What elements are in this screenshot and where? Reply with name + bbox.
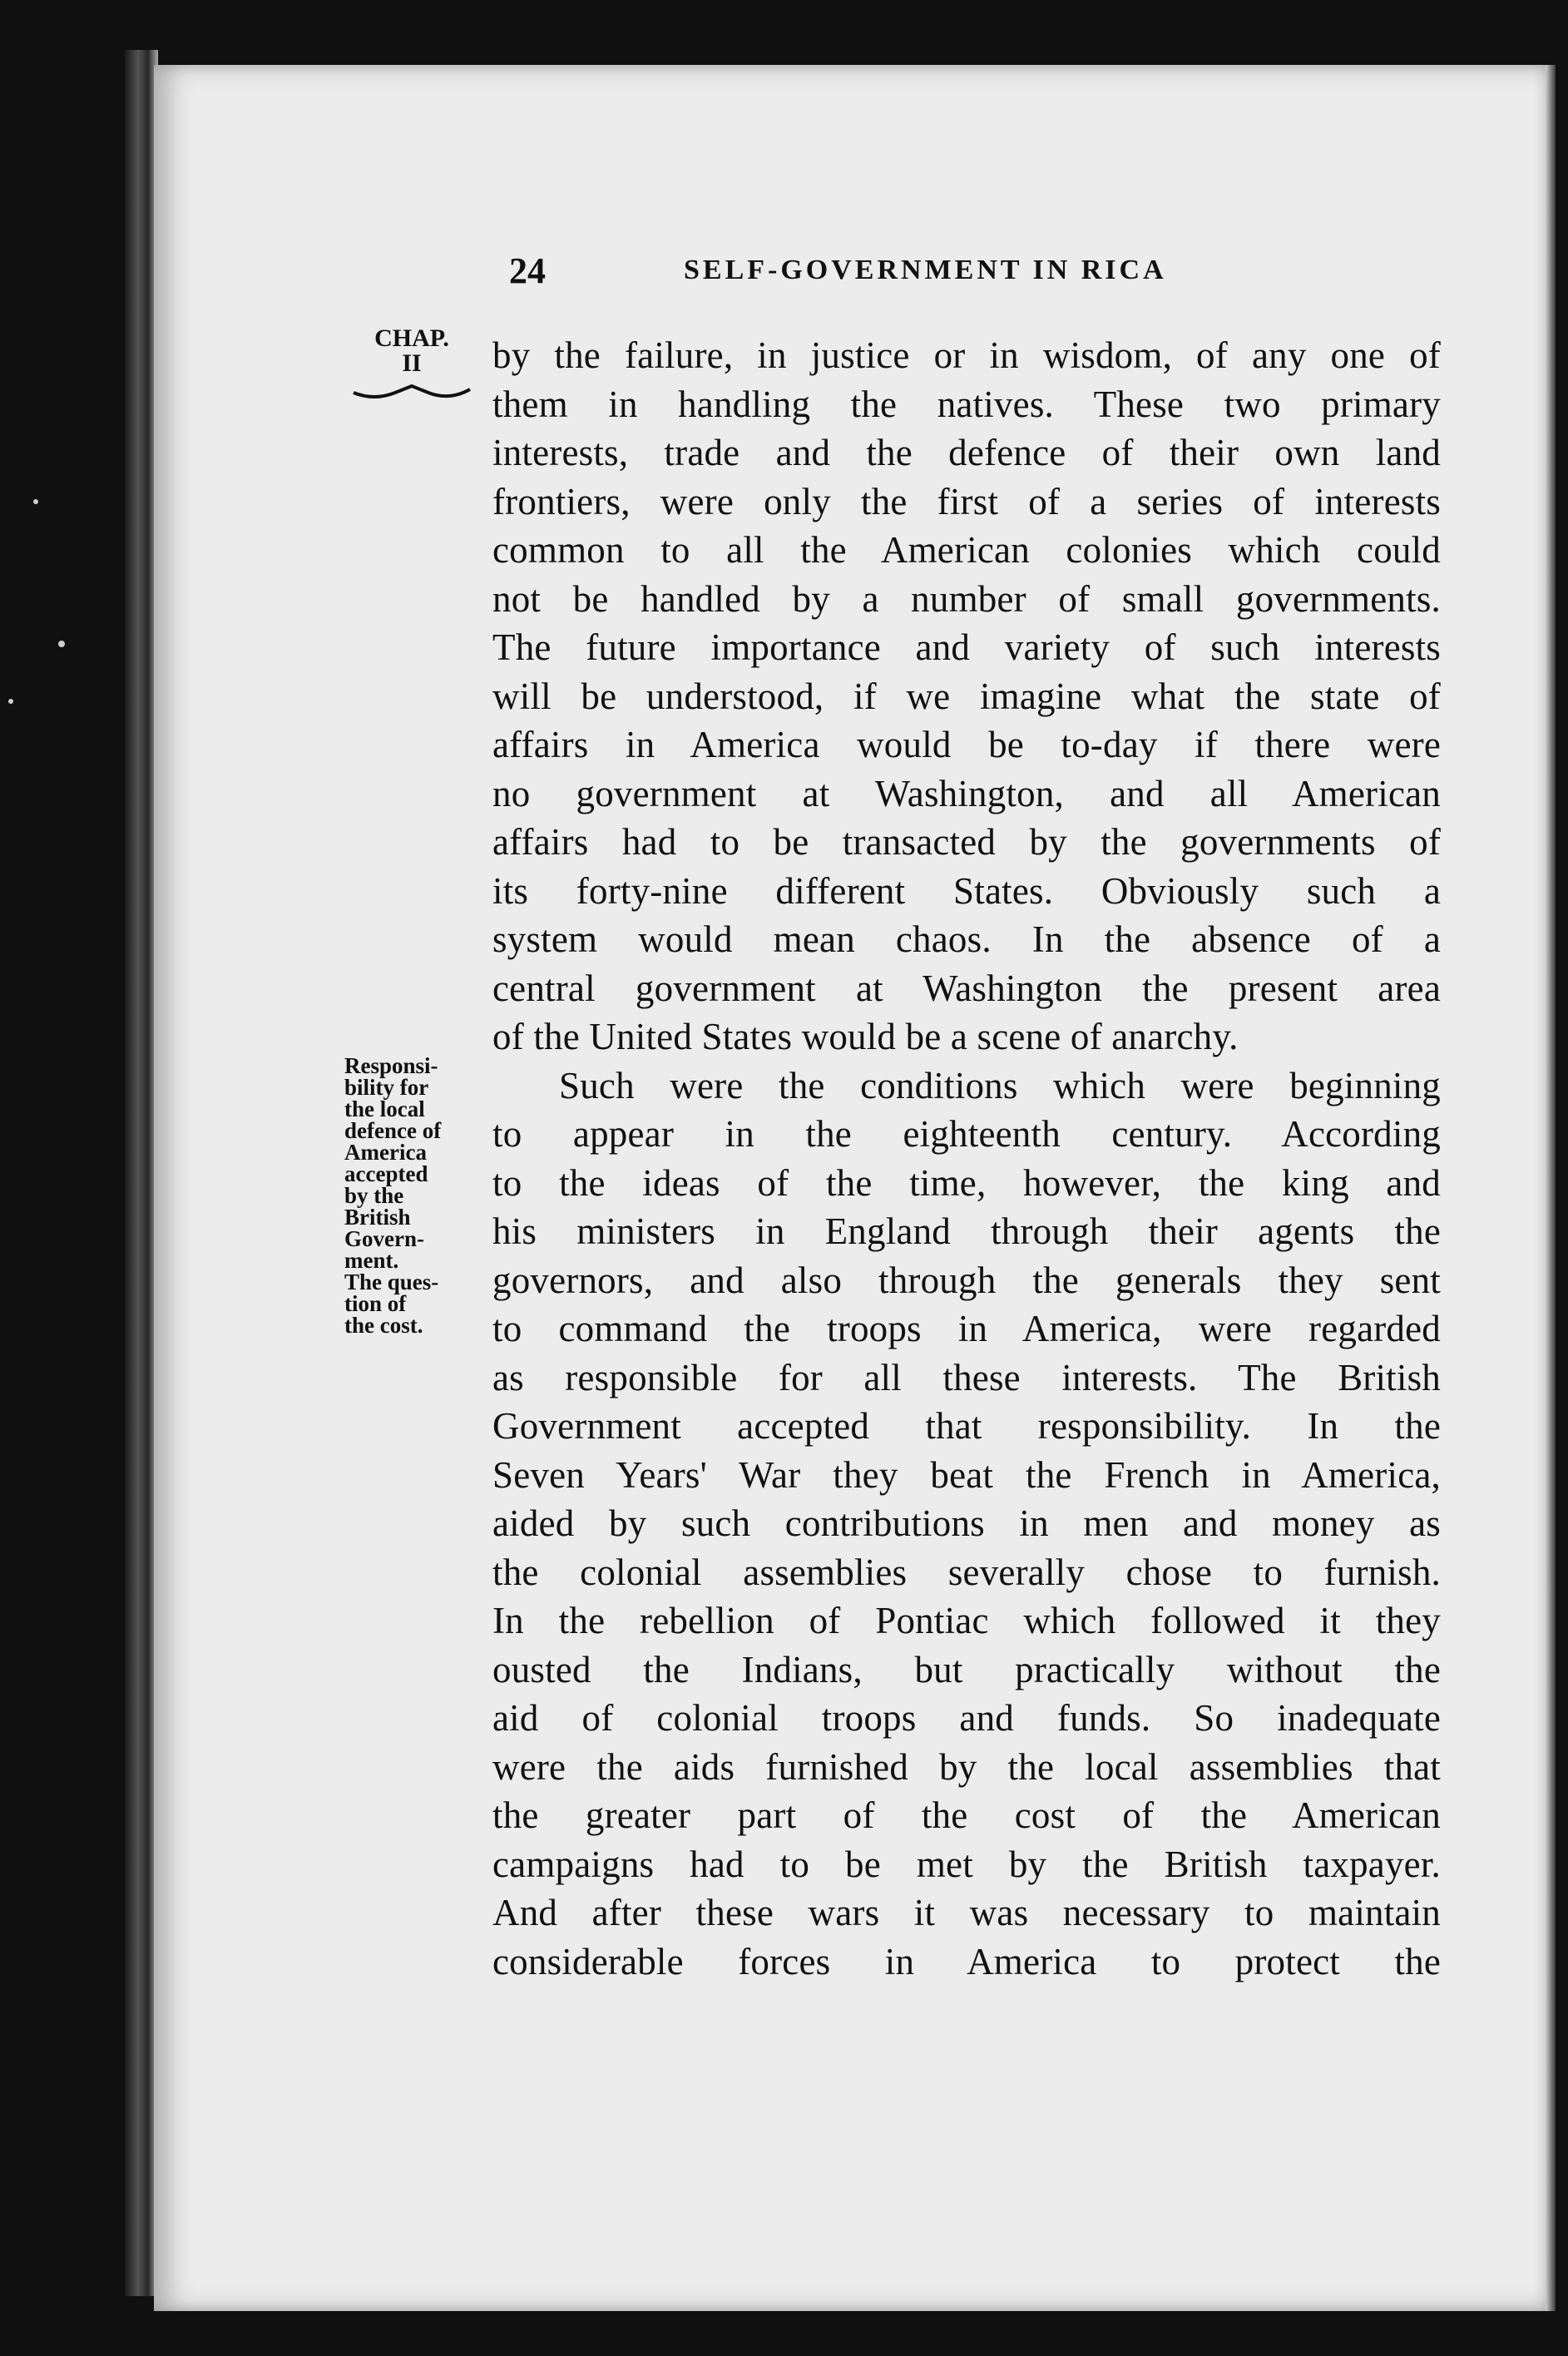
sidenote-line: Govern- bbox=[344, 1226, 424, 1251]
text-line: interests, trade and the defence of their own land bbox=[492, 432, 1441, 473]
chapter-number: II bbox=[402, 349, 422, 377]
page-right-edge bbox=[1546, 65, 1556, 2311]
sidenote-line: the cost. bbox=[344, 1313, 423, 1338]
text-line: ousted the Indians, but practically without the bbox=[492, 1648, 1441, 1690]
sidenote-line: ment. bbox=[344, 1248, 399, 1273]
sidenote-line: America bbox=[344, 1140, 427, 1165]
sidenote-line: the local bbox=[344, 1096, 425, 1121]
text-line: aid of colonial troops and funds. So inadequate bbox=[492, 1697, 1441, 1739]
scan-speck bbox=[8, 699, 13, 704]
sidenote-line: accepted bbox=[344, 1161, 428, 1186]
sidenote-line: bility for bbox=[344, 1075, 429, 1100]
body-text bbox=[492, 331, 1441, 1986]
page-header bbox=[509, 250, 1341, 299]
text-line: Government accepted that responsibility. In the bbox=[492, 1405, 1441, 1447]
scan-speck bbox=[33, 499, 38, 504]
text-line: considerable forces in America to protect the bbox=[492, 1940, 1441, 1982]
sidenote-line: Responsi- bbox=[344, 1053, 438, 1078]
sidenote-line: British bbox=[344, 1205, 411, 1230]
text-line: not be handled by a number of small governments. bbox=[492, 577, 1441, 620]
text-line: will be understood, if we imagine what the state of bbox=[492, 675, 1441, 717]
text-line: campaigns had to be met by the British taxpayer. bbox=[492, 1843, 1441, 1885]
margin-sidenote bbox=[344, 1055, 486, 1336]
sidenote-line: by the bbox=[344, 1183, 404, 1208]
text-line: them in handling the natives. These two primary bbox=[492, 383, 1441, 425]
text-line: system would mean chaos. In the absence of a bbox=[492, 918, 1441, 960]
text-line: In the rebellion of Pontiac which followed it they bbox=[492, 1600, 1441, 1641]
text-line: no government at Washington, and all American bbox=[492, 772, 1441, 814]
text-line: by the failure, in justice or in wisdom, of any one of bbox=[492, 334, 1441, 376]
running-head: SELF-GOVERNMENT IN RICA bbox=[684, 255, 1167, 285]
text-line: its forty-nine different States. Obviously such a bbox=[492, 869, 1441, 912]
sidenote-line: tion of bbox=[344, 1291, 407, 1316]
chapter-ornament-icon bbox=[349, 383, 474, 403]
text-line: frontiers, were only the first of a series of interests bbox=[492, 480, 1441, 522]
text-line: the greater part of the cost of the American bbox=[492, 1794, 1441, 1836]
text-line: And after these wars it was necessary to maintain bbox=[492, 1892, 1441, 1933]
text-line: Seven Years' War they beat the French in America, bbox=[492, 1453, 1441, 1496]
chapter-label: CHAP. bbox=[374, 324, 449, 352]
sidenote-line: The ques- bbox=[344, 1270, 439, 1294]
text-line: The future importance and variety of such interests bbox=[492, 626, 1441, 668]
text-line: were the aids furnished by the local assemblies that bbox=[492, 1745, 1441, 1788]
scan-speck bbox=[58, 641, 65, 647]
sidenote-line: defence of bbox=[344, 1118, 442, 1143]
text-line: affairs in America would be to-day if there were bbox=[492, 724, 1441, 765]
text-line: of the United States would be a scene of anarchy. bbox=[492, 1016, 1239, 1057]
text-line: affairs had to be transacted by the governments of bbox=[492, 821, 1441, 863]
chapter-mark bbox=[341, 326, 482, 403]
text-line: the colonial assemblies severally chose to furnish. bbox=[492, 1551, 1441, 1593]
text-line: to command the troops in America, were regarded bbox=[492, 1308, 1441, 1349]
text-line: to the ideas of the time, however, the king and bbox=[492, 1161, 1441, 1204]
text-line: as responsible for all these interests. The British bbox=[492, 1356, 1441, 1398]
page-number: 24 bbox=[509, 250, 546, 291]
text-line: central government at Washington the present area bbox=[492, 967, 1441, 1009]
text-line: Such were the conditions which were beginning bbox=[559, 1064, 1441, 1106]
text-line: to appear in the eighteenth century. According bbox=[492, 1113, 1441, 1155]
text-line: his ministers in England through their agents the bbox=[492, 1210, 1441, 1252]
text-line: governors, and also through the generals they sent bbox=[492, 1259, 1441, 1301]
page-binding-edge bbox=[125, 50, 158, 2296]
text-line: aided by such contributions in men and money as bbox=[492, 1502, 1441, 1544]
text-line: common to all the American colonies which could bbox=[492, 529, 1441, 571]
